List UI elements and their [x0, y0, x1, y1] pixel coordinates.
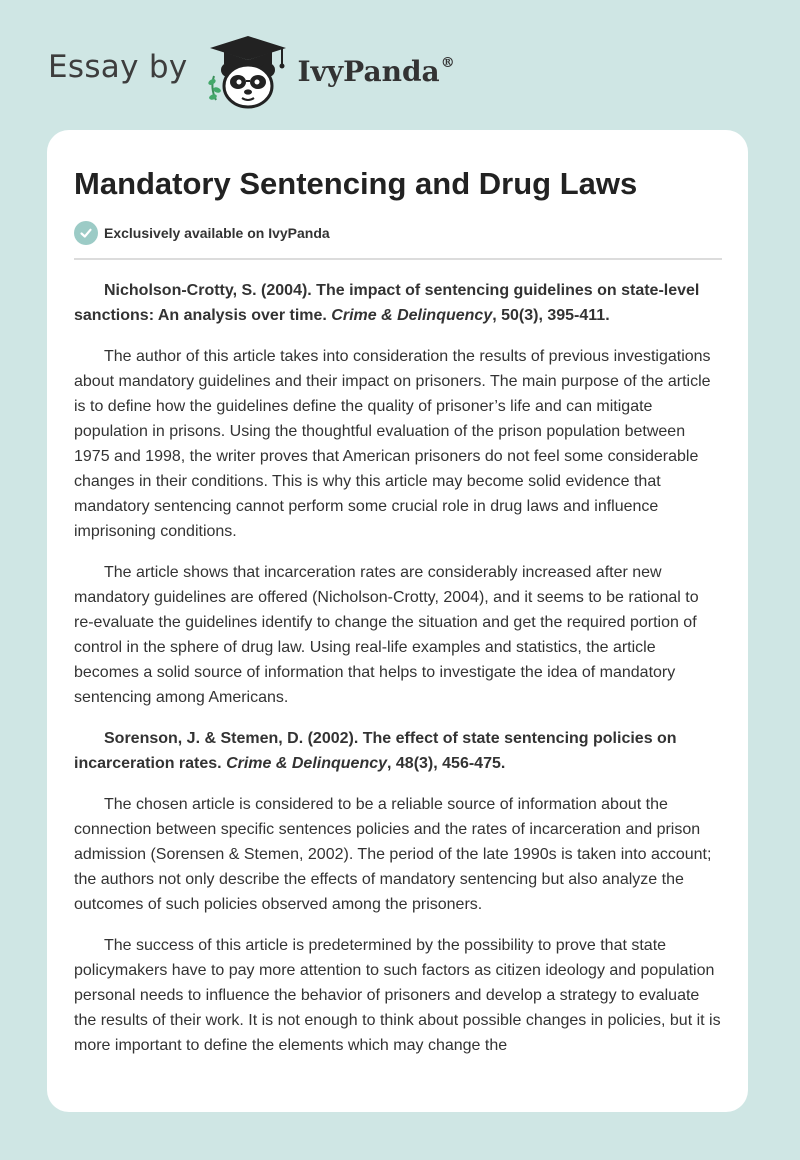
essay-title: Mandatory Sentencing and Drug Laws: [74, 166, 638, 201]
paragraph: The article shows that incarceration rates are considerably increased after new mandatory guidelines are offered (Nicholson-Crotty, 2004), and it seems to be rational to re-evaluate the guidelines identify to change the situation and get the required portion of control in the sphere of drug law. Using real-life examples and statistics, the article becomes a solid source of information that helps to investigate the idea of mandatory sentencing among Americans.: [74, 564, 699, 706]
paragraph: The success of this article is predetermined by the possibility to prove that state policymakers have to pay more attention to such factors as citizen ideology and population personal needs to influence the behavior of prisoners and develop a strategy to evaluate the results of their work. It is not enough to think about possible changes in policies, but it is more important to define the elements which may change the: [74, 937, 721, 1054]
exclusive-label: Exclusively available on IvyPanda: [104, 225, 330, 241]
reference-2: Sorenson, J. & Stemen, D. (2002). The effect of state sentencing policies on incarceration rates. Crime & Delinquency, 48(3), 456-475.: [74, 730, 677, 772]
exclusive-badge: [74, 221, 722, 245]
paragraph: The chosen article is considered to be a reliable source of information about the connection between specific sentences policies and the rates of incarceration and prison admission (Sorensen & Stemen, 2002). The period of the late 1990s is taken into account; the authors not only describe the effects of mandatory sentencing but also analyze the outcomes of such policies observed among the prisoners.: [74, 796, 712, 913]
trademark-symbol: ®: [440, 54, 455, 71]
reference-1: Nicholson-Crotty, S. (2004). The impact of sentencing guidelines on state-level sanctions: An analysis over time. Crime & Delinquency, 50(3), 395-411.: [74, 282, 700, 324]
essay-body: [74, 278, 722, 1058]
brand-name[interactable]: IvyPanda®: [297, 54, 455, 88]
divider: [74, 258, 722, 260]
journal-name: Crime & Delinquency: [226, 755, 388, 772]
brand-prefix: Essay by: [48, 49, 188, 85]
essay-card: [47, 130, 748, 1112]
site-header: [48, 30, 455, 110]
check-icon: [74, 221, 98, 245]
journal-name: Crime & Delinquency: [331, 307, 493, 324]
paragraph: The author of this article takes into consideration the results of previous investigations about mandatory guidelines and their impact on prisoners. The main purpose of the article is to define how the guidelines define the quality of prisoner’s life and can mitigate population in prisons. Using the thoughtful evaluation of the prison population between 1975 and 1998, the writer proves that American prisoners do not feel some considerable changes in their conditions. This is why this article may become solid evidence that mandatory sentencing cannot perform some crucial role in drug laws and influence imprisoning conditions.: [74, 348, 711, 540]
panda-graduate-logo-icon[interactable]: [204, 30, 292, 110]
